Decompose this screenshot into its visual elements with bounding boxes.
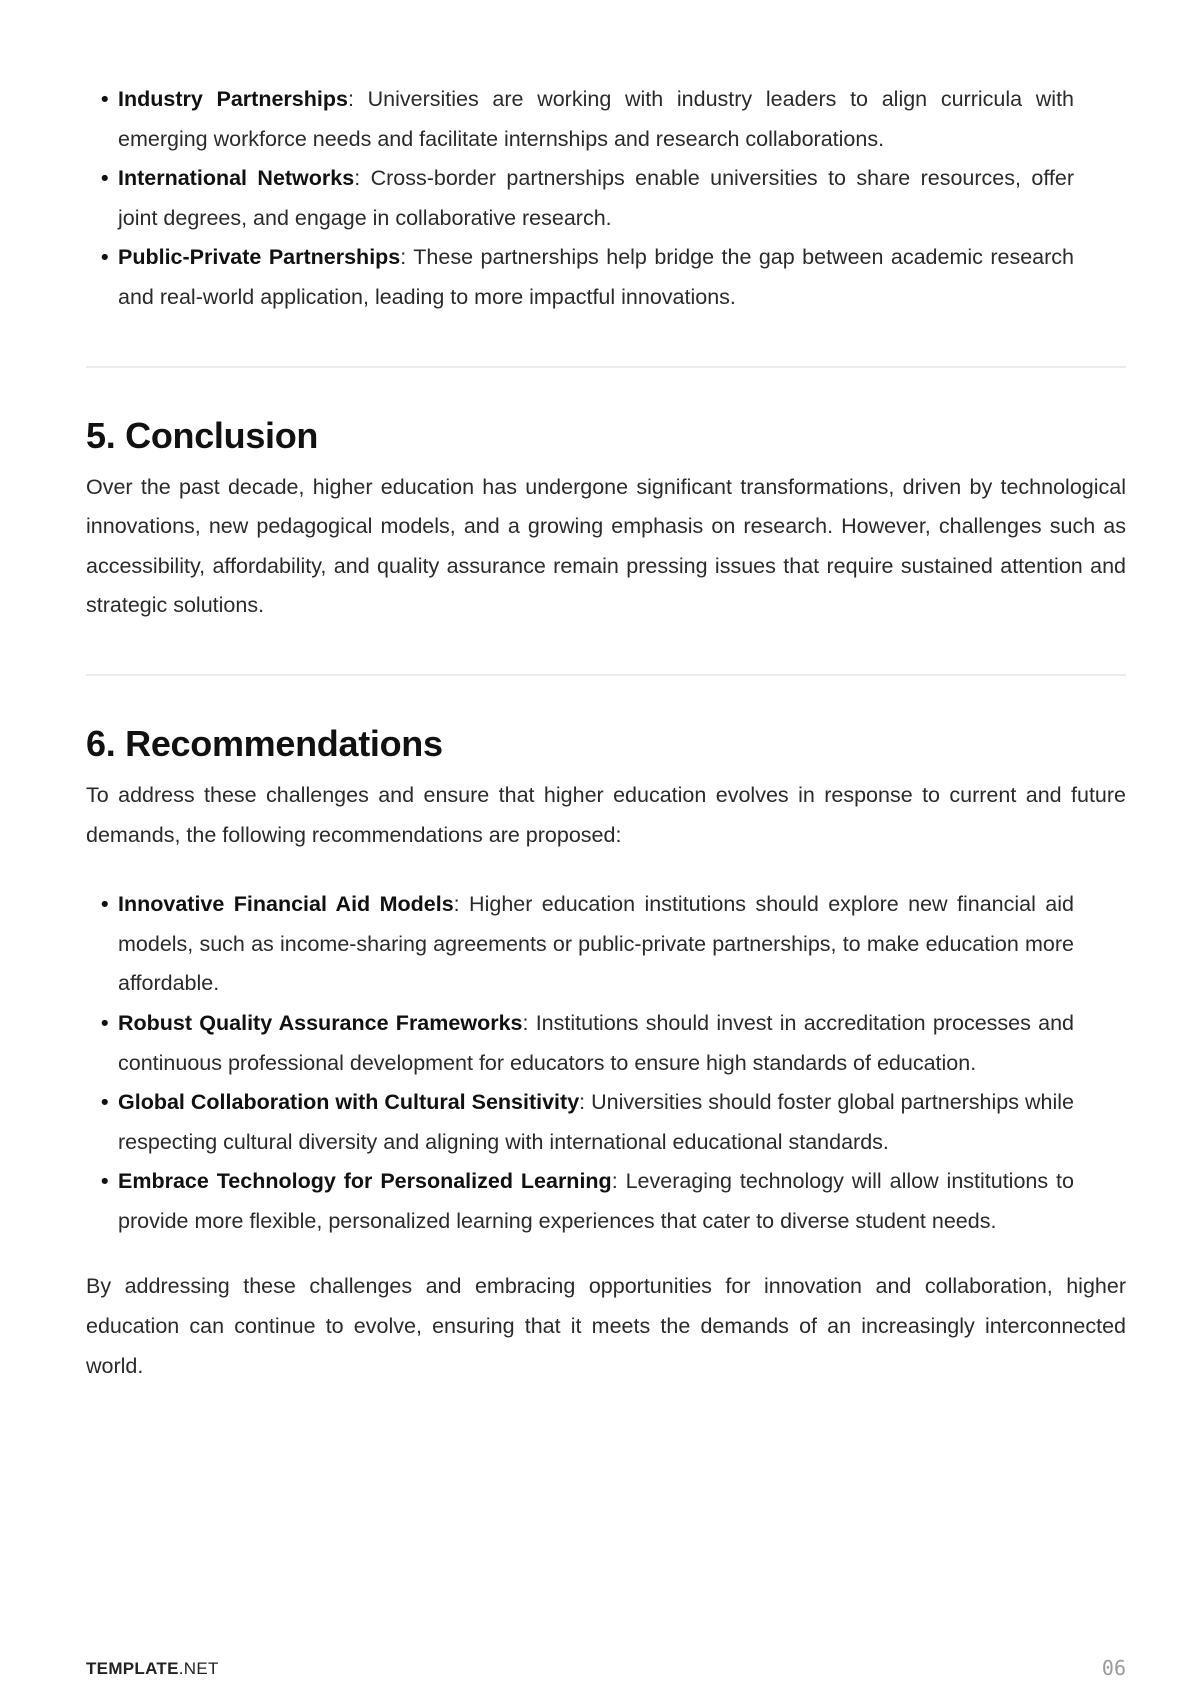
list-item-text: : Institutions should invest in accreditation processes and continuous professional development for educators to ensure high standards of education. <box>118 1010 1074 1075</box>
list-item-term: International Networks <box>118 166 355 191</box>
list-item-term: Robust Quality Assurance Frameworks <box>118 1010 523 1035</box>
list-item-text: : Universities are working with industry leaders to align curricula with emerging workforce needs and facilitate internships and research collaborations. <box>118 87 1074 151</box>
section-divider <box>86 674 1126 676</box>
closing-paragraph: By addressing these challenges and embracing opportunities for innovation and collaboration, higher education can continue to evolve, ensuring that it meets the demands of an increasingly interconnected world. <box>86 1274 1126 1378</box>
list-item-text: : Leveraging technology will allow institutions to provide more flexible, personalized learning experiences that cater to diverse student needs. <box>118 1169 1074 1233</box>
footer-brand-light: .NET <box>178 1659 219 1678</box>
recommendations-intro: To address these challenges and ensure that higher education evolves in response to current and future demands, the following recommendations are proposed: <box>86 782 1126 847</box>
list-item <box>118 80 1126 159</box>
list-item <box>118 159 1126 238</box>
recommendations-heading: 6. Recommendations <box>86 722 443 764</box>
list-item <box>118 1004 1126 1083</box>
conclusion-heading: 5. Conclusion <box>86 414 319 456</box>
page-number: 06 <box>1101 1656 1126 1680</box>
conclusion-paragraph: Over the past decade, higher education has undergone significant transformations, driven by technological innovations, new pedagogical models, and a growing emphasis on research. However, challenges such as accessibility, affordability, and quality assurance remain pressing issues that require sustained attention and strategic solutions. <box>86 474 1126 618</box>
recommendations-list <box>86 885 1126 1241</box>
partnerships-list <box>86 80 1126 318</box>
list-item-term: Industry Partnerships <box>118 87 348 111</box>
list-item <box>118 1162 1126 1241</box>
footer-brand-logo <box>86 1659 219 1679</box>
list-item <box>118 1083 1126 1162</box>
list-item <box>118 885 1126 1004</box>
document-page <box>86 80 1126 1386</box>
list-item-text: : Universities should foster global partnerships while respecting cultural diversity and aligning with international educational standards. <box>118 1090 1074 1154</box>
section-divider <box>86 366 1126 368</box>
list-item-term: Public-Private Partnerships <box>118 245 401 270</box>
list-item-term: Innovative Financial Aid Models <box>118 892 454 917</box>
list-item <box>118 238 1126 317</box>
list-item-text: : Higher education institutions should explore new financial aid models, such as income-sharing agreements or public-private partnerships, to make education more affordable. <box>118 892 1074 996</box>
list-item-term: Embrace Technology for Personalized Learning <box>118 1169 612 1194</box>
list-item-text: : Cross-border partnerships enable universities to share resources, offer joint degrees, and engage in collaborative research. <box>118 166 1074 230</box>
list-item-term: Global Collaboration with Cultural Sensitivity <box>118 1090 580 1115</box>
footer-brand-strong: TEMPLATE <box>86 1659 179 1678</box>
list-item-text: : These partnerships help bridge the gap between academic research and real-world application, leading to more impactful innovations. <box>118 245 1074 309</box>
